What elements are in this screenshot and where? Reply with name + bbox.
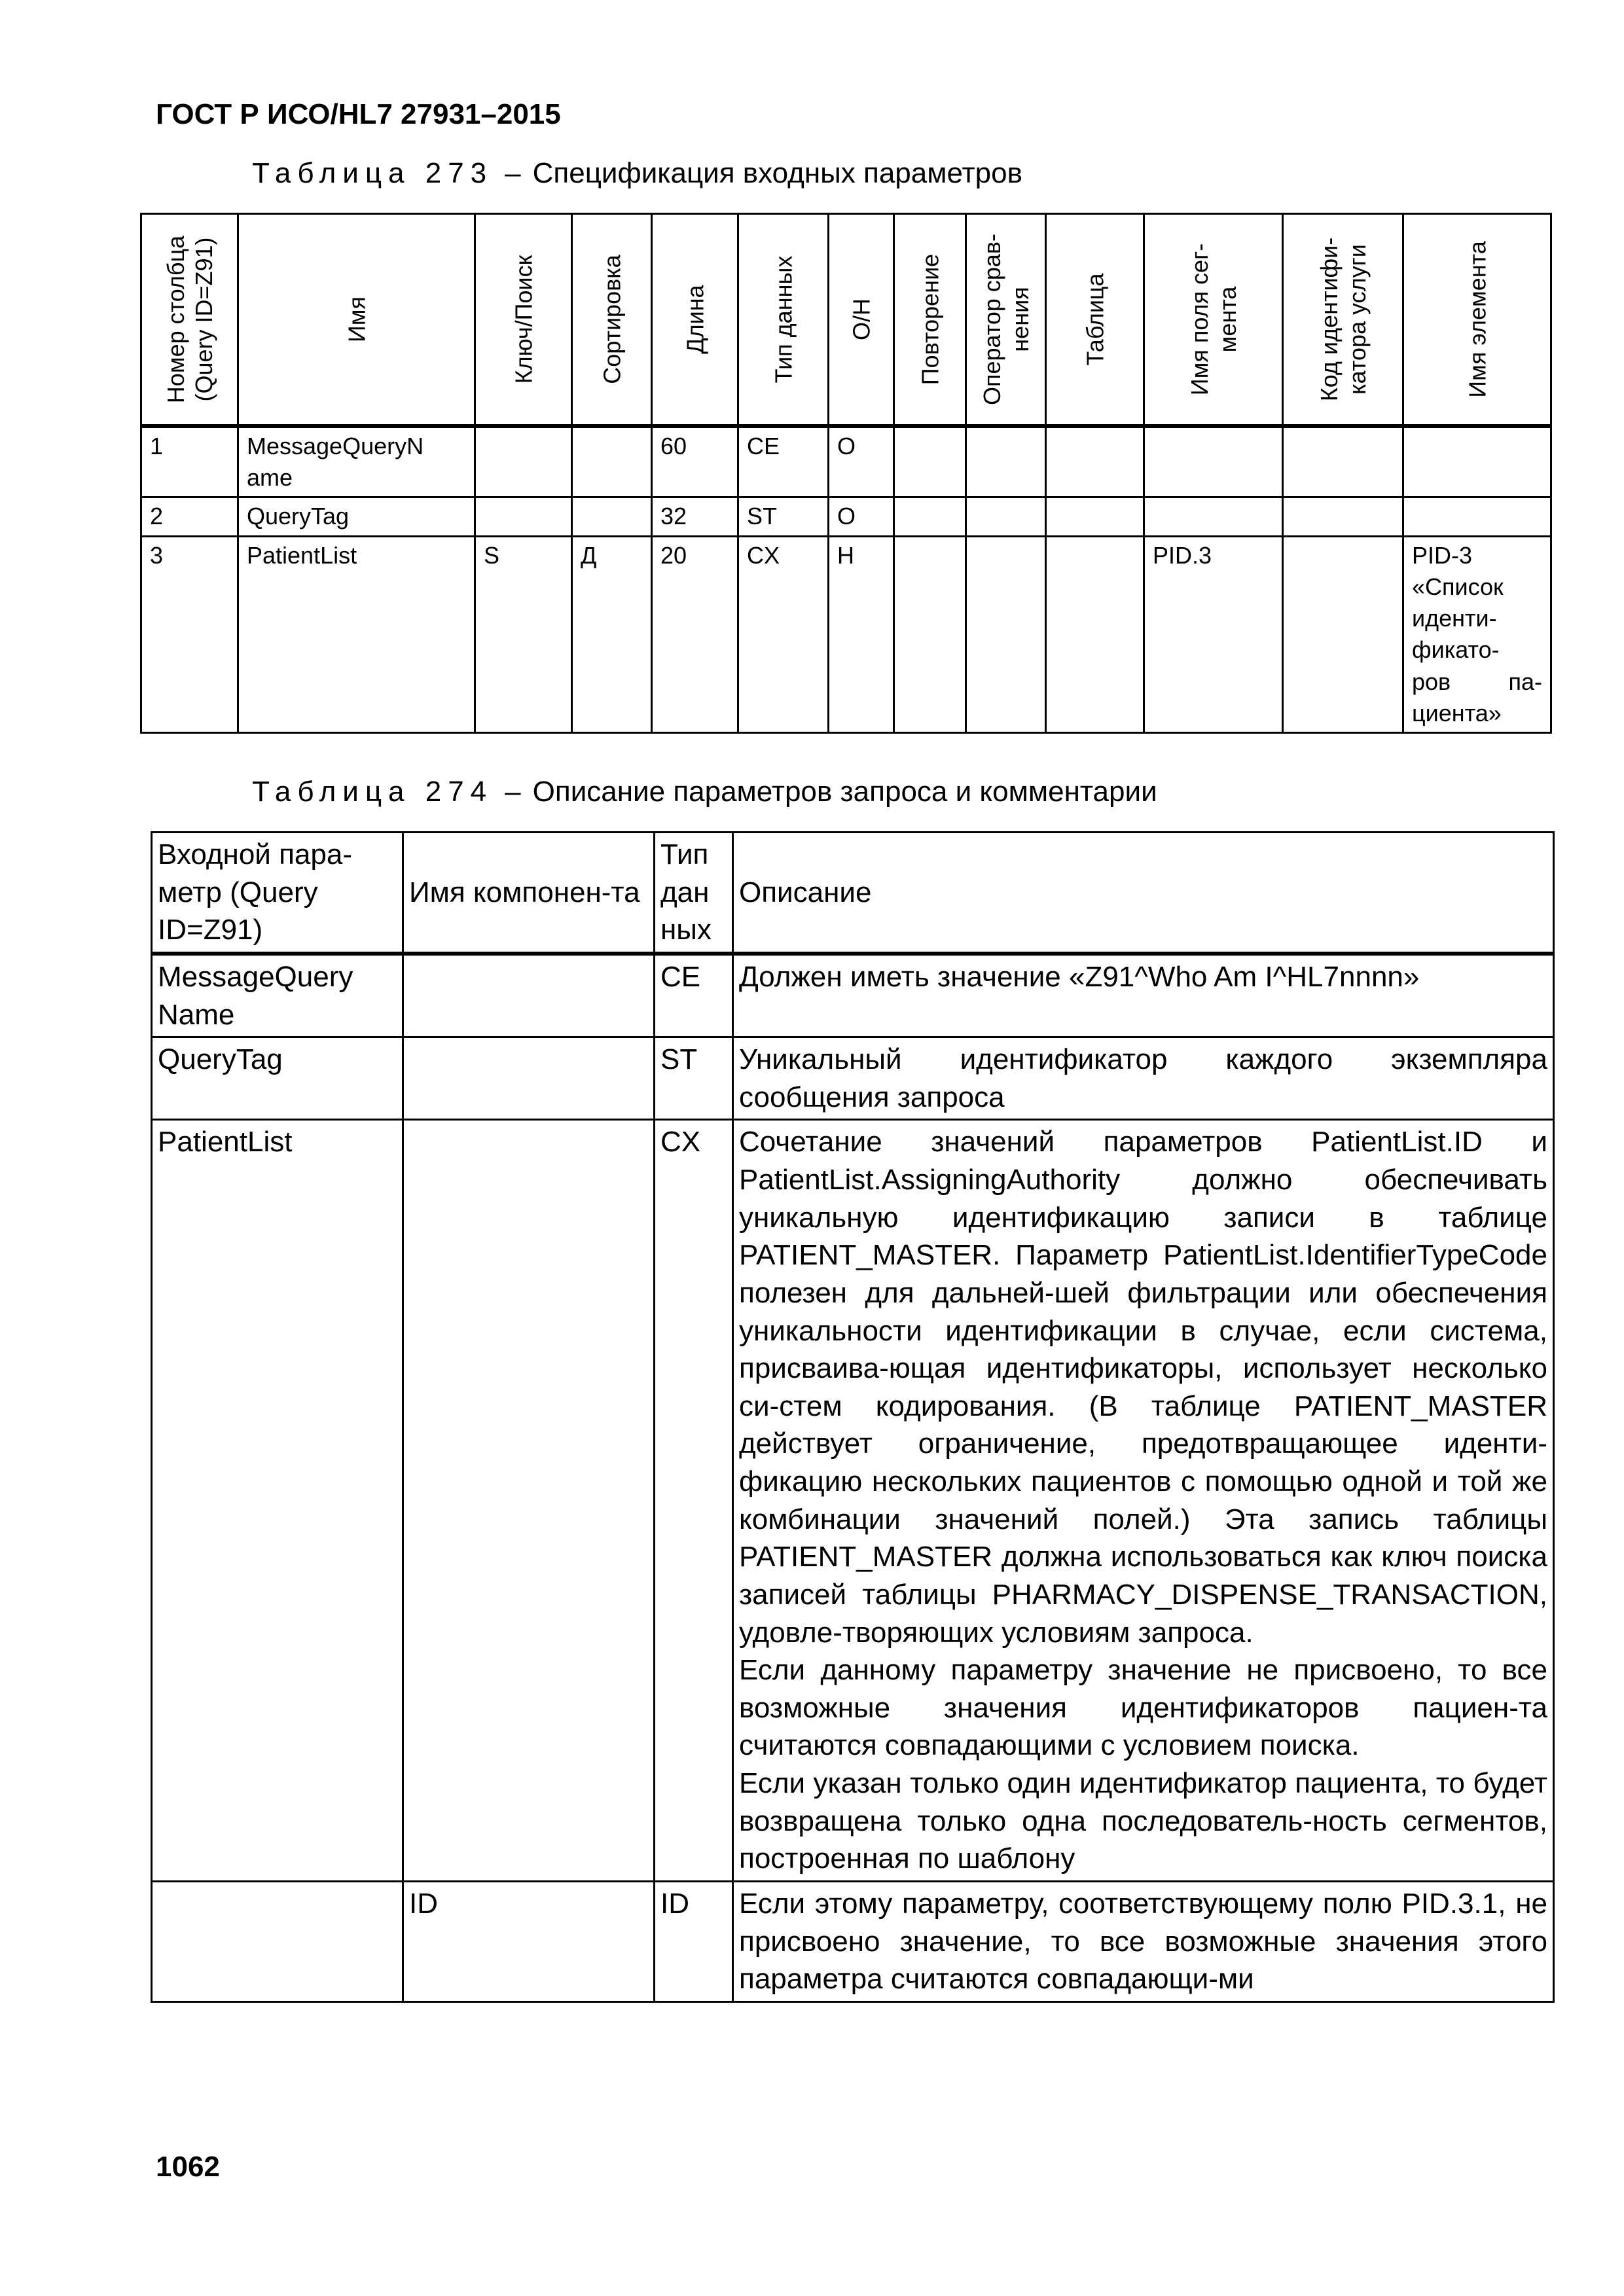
document-header: ГОСТ Р ИСО/HL7 27931–2015 [156, 98, 561, 130]
cell: CX [738, 536, 829, 732]
cell [403, 1037, 655, 1120]
page-number: 1062 [156, 2151, 220, 2183]
cell [894, 536, 966, 732]
t273-header-comparison-op: Оператор срав- нения [966, 214, 1046, 427]
t273-header-sort: Сортировка [572, 214, 652, 427]
table-row [152, 1120, 1554, 1882]
table273-caption-label: Таблица 273 [252, 157, 494, 189]
cell: QueryTag [238, 497, 475, 536]
cell: O [829, 497, 894, 536]
cell [966, 426, 1046, 497]
cell: PatientList [238, 536, 475, 732]
cell: CX [655, 1120, 733, 1882]
t273-header-service-id-code: Код идентифи- катора услуги [1283, 214, 1403, 427]
cell: QueryTag [152, 1037, 403, 1120]
table-row [141, 497, 1551, 536]
cell: Сочетание значений параметров PatientList.ID и PatientList.AssigningAuthority должно обеспечивать уникальную идентификацию записи в таблице PATIENT_MASTER. Параметр PatientList.IdentifierTypeCode полезен для дальней-шей фильтрации или обеспечения уникальности идентификации в случае, если система, присваива-ющая идентификаторы, использует несколько си-стем кодирования. (В таблице PATIENT_MASTER действует ограничение, предотвращающее иденти-фикацию нескольких пациентов с помощью одной и той же комбинации значений полей.) Эта запись таблицы PATIENT_MASTER должна использоваться как ключ поиска записей таблицы PHARMACY_DISPENSE_TRANSACTION, удовле-творяющих условиям запроса. Если данному параметру значение не присвоено, то все возможные значения идентификаторов пациен-та считаются совпадающими с условием поиска. Если указан только один идентификатор пациента, то будет возвращена только одна последователь-ность сегментов, построенная по шаблону [733, 1120, 1554, 1882]
cell [1046, 426, 1144, 497]
table274-caption-dash: – [505, 776, 521, 808]
cell: 1 [141, 426, 238, 497]
t273-header-element-name: Имя элемента [1403, 214, 1551, 427]
t274-header-data-type: Тип дан ных [655, 833, 733, 954]
table-row [141, 536, 1551, 732]
t273-header-col-number: Номер столбца (Query ID=Z91) [141, 214, 238, 427]
cell [572, 497, 652, 536]
cell: Уникальный идентификатор каждого экземпляра сообщения запроса [733, 1037, 1554, 1120]
cell [403, 1120, 655, 1882]
cell: ID [655, 1881, 733, 2001]
cell [1403, 426, 1551, 497]
t273-header-data-type: Тип данных [738, 214, 829, 427]
cell [1283, 497, 1403, 536]
cell: CE [738, 426, 829, 497]
cell: CE [655, 954, 733, 1037]
table-273 [140, 213, 1552, 734]
t274-header-input-param: Входной пара-метр (Query ID=Z91) [152, 833, 403, 954]
cell: 3 [141, 536, 238, 732]
cell: O [829, 426, 894, 497]
cell [894, 497, 966, 536]
cell [475, 497, 572, 536]
cell: Если этому параметру, соответствующему полю PID.3.1, не присвоено значение, то все возможные значения этого параметра считаются совпадающи-ми [733, 1881, 1554, 2001]
cell [966, 536, 1046, 732]
t273-header-key-search: Ключ/Поиск [475, 214, 572, 427]
table273-caption-text: Спецификация входных параметров [532, 157, 1022, 189]
cell: S [475, 536, 572, 732]
cell: Н [829, 536, 894, 732]
table273-header-row [141, 214, 1551, 427]
cell [152, 1881, 403, 2001]
table-274 [151, 831, 1555, 2003]
cell: 60 [652, 426, 738, 497]
cell [475, 426, 572, 497]
table274-caption [252, 776, 1157, 808]
t274-header-component-name: Имя компонен-та [403, 833, 655, 954]
table-row [152, 1881, 1554, 2001]
table274-caption-text: Описание параметров запроса и комментарии [532, 776, 1157, 808]
cell [1283, 426, 1403, 497]
cell: MessageQueryN ame [238, 426, 475, 497]
cell: ST [655, 1037, 733, 1120]
cell: PID-3 «Список иденти- фикато- ров па- циента» [1403, 536, 1551, 732]
table-row [152, 954, 1554, 1037]
t274-header-description: Описание [733, 833, 1554, 954]
table273-caption [252, 157, 1022, 190]
cell [966, 497, 1046, 536]
cell [1046, 536, 1144, 732]
table-row [152, 1037, 1554, 1120]
cell: 32 [652, 497, 738, 536]
cell: 20 [652, 536, 738, 732]
cell: ST [738, 497, 829, 536]
t273-header-opt-req: О/Н [829, 214, 894, 427]
cell: ID [403, 1881, 655, 2001]
cell [1144, 426, 1283, 497]
cell [572, 426, 652, 497]
table274-header-row [152, 833, 1554, 954]
cell [894, 426, 966, 497]
cell: Д [572, 536, 652, 732]
cell [1144, 497, 1283, 536]
table273-caption-dash: – [505, 157, 521, 189]
table-row [141, 426, 1551, 497]
cell: PatientList [152, 1120, 403, 1882]
t273-header-length: Длина [652, 214, 738, 427]
table274-caption-label: Таблица 274 [252, 776, 494, 808]
t273-header-repeat: Повторение [894, 214, 966, 427]
cell [403, 954, 655, 1037]
t273-header-name: Имя [238, 214, 475, 427]
cell: PID.3 [1144, 536, 1283, 732]
cell: 2 [141, 497, 238, 536]
cell: MessageQuery Name [152, 954, 403, 1037]
t273-header-table: Таблица [1046, 214, 1144, 427]
cell: Должен иметь значение «Z91^Who Am I^HL7nnnn» [733, 954, 1554, 1037]
cell [1046, 497, 1144, 536]
cell [1403, 497, 1551, 536]
t273-header-segment-field: Имя поля сег- мента [1144, 214, 1283, 427]
cell [1283, 536, 1403, 732]
